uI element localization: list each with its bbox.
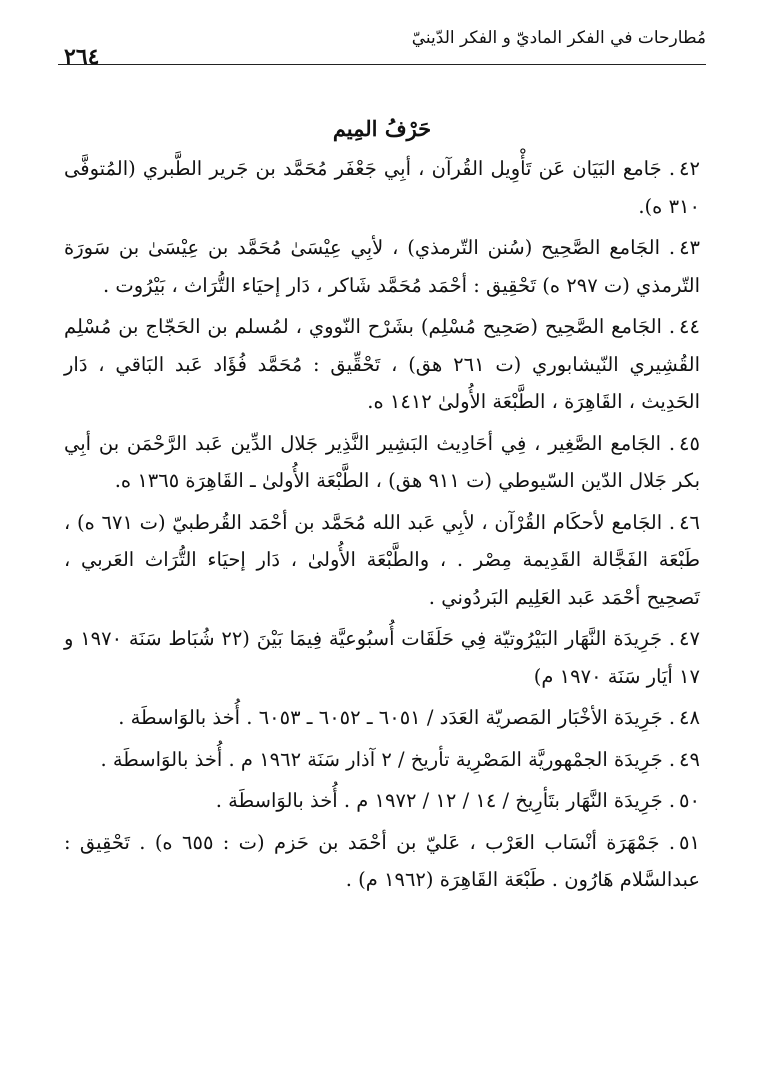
bibliography-entry: ٥١. جَمْهَرَة أنْسَاب العَرْب ، عَليّ بن أحْمَد بن حَزم (ت : ٦٥٥ ه) . تَحْقِيق : عبدالسَّلام هَارُون . طَبْعَة القَاهِرَة (١٩٦٢ م) . — [64, 830, 700, 891]
entry-text: جَرِيدَة النَّهَار بتَأرِيخ / ١٤ / ١٢ / ١٩٧٢ م . أُخذ بالوَاسطَة . — [215, 789, 663, 812]
section-heading: حَرْفُ المِيم — [332, 116, 432, 141]
entry-text: جَرِيدَة النَّهَار البَيْرُوتيّة فِي حَلَقَات أُسبُوعيَّة فِيمَا بَيْنَ (٢٢ شُبَاط سَنَة ١٩٧٠ و ١٧ أيَار سَنَة ١٩٧٠ م) — [64, 627, 700, 688]
header-rule — [58, 64, 706, 65]
running-header — [58, 26, 706, 70]
bibliography-entry: ٤٨. جَرِيدَة الأخْبَار المَصريّة العَدَد / ٦٠٥١ ـ ٦٠٥٢ ـ ٦٠٥٣ . أُخذ بالوَاسطَة . — [118, 706, 700, 729]
entry-number: ٤٨ — [679, 706, 700, 729]
bibliography-entry: ٤٧. جَرِيدَة النَّهَار البَيْرُوتيّة فِي حَلَقَات أُسبُوعيَّة فِيمَا بَيْنَ (٢٢ شُبَاط سَنَة ١٩٧٠ و ١٧ أيَار سَنَة ١٩٧٠ م) — [64, 627, 700, 688]
entry-text: جَامع البَيَان عَن تَأْوِيل القُرآن ، أبِي جَعْفَر مُحَمَّد بن جَرير الطَّبري (المُتوفَّى ٣١٠ ه). — [64, 157, 700, 218]
entry-number: ٤٣ — [679, 236, 701, 259]
entry-text: جَمْهَرَة أنْسَاب العَرْب ، عَليّ بن أحْمَد بن حَزم (ت : ٦٥٥ ه) . تَحْقِيق : عبدالسَّلام هَارُون . طَبْعَة القَاهِرَة (١٩٦٢ م) . — [64, 830, 700, 891]
entry-number: ٤٩ — [679, 747, 700, 771]
entry-number: ٥٠ — [679, 789, 700, 812]
entry-number: ٤٧ — [679, 627, 700, 650]
entry-number: ٤٥ — [679, 431, 700, 455]
entry-text: الجَامع الصَّحِيح (سُنن التّرمذي) ، لأبِي عِيْسَىٰ مُحَمَّد بن عِيْسَىٰ بن سَورَة التّرمذي (ت ٢٩٧ ه) تَحْقِيق : أحْمَد مُحَمَّد شَاكر ، دَار إحيَاء التُّرَاث ، بَيْرُوت . — [64, 236, 700, 297]
entry-number: ٤٤ — [679, 315, 700, 338]
bibliography-entry: ٤٢. جَامع البَيَان عَن تَأْوِيل القُرآن ، أبِي جَعْفَر مُحَمَّد بن جَرير الطَّبري (المُتوفَّى ٣١٠ ه). — [64, 157, 700, 218]
bibliography-entry: ٤٥. الجَامع الصَّغِير ، فِي أحَادِيث البَشِير النَّذِير جَلال الدِّين عَبد الرَّحْمَن بن أبِي بكر جَلال الدّين السّيوطي (ت ٩١١ هق) ، الطَّبْعَة الأُولىٰ ـ القَاهِرَة ١٣٦٥ ه. — [64, 431, 700, 492]
bibliography-list — [64, 150, 700, 903]
entry-text: جَرِيدَة الأخْبَار المَصريّة العَدَد / ٦٠٥١ ـ ٦٠٥٢ ـ ٦٠٥٣ . أُخذ بالوَاسطَة . — [118, 706, 663, 729]
page-number: ٢٦٤ — [64, 44, 100, 70]
bibliography-entry: ٤٣. الجَامع الصَّحِيح (سُنن التّرمذي) ، لأبِي عِيْسَىٰ مُحَمَّد بن عِيْسَىٰ بن سَورَة التّرمذي (ت ٢٩٧ ه) تَحْقِيق : أحْمَد مُحَمَّد شَاكر ، دَار إحيَاء التُّرَاث ، بَيْرُوت . — [64, 236, 701, 297]
bibliography-entry: ٤٤. الجَامع الصَّحِيح (صَحِيح مُسْلِم) بشَرْح النّووي ، لمُسلم بن الحَجّاج بن مُسْلِم القُشِيري النّيشابوري (ت ٢٦١ هق) ، تَحْقِّيق : مُحَمَّد فُؤَاد عَبد البَاقي ، دَار الحَدِيث ، القَاهِرَة ، الطَّبْعَة الأُولىٰ ١٤١٢ ه. — [64, 315, 700, 413]
bibliography-entry: ٤٩. جَرِيدَة الجمْهوريَّة المَصْرِية تأريخ / ٢ آذار سَنَة ١٩٦٢ م . أُخذ بالوَاسطَة . — [100, 747, 700, 771]
bibliography-entry: ٤٦. الجَامع لأحكَام القُرْآن ، لأبِي عَبد الله مُحَمَّد بن أحْمَد القُرطبيّ (ت ٦٧١ ه) ، طَبْعَة الفَجَّالة القَدِيمة مِصْر . ، والطَّبْعَة الأُولىٰ ، دَار إحيَاء التُّرَاث العَربي ، تَصحِيح أحْمَد عَبد العَلِيم البَردُوني . — [64, 510, 701, 609]
entry-text: الجَامع لأحكَام القُرْآن ، لأبِي عَبد الله مُحَمَّد بن أحْمَد القُرطبيّ (ت ٦٧١ ه) ، طَبْعَة الفَجَّالة القَدِيمة مِصْر . ، والطَّبْعَة الأُولىٰ ، دَار إحيَاء التُّرَاث العَربي ، تَصحِيح أحْمَد عَبد العَلِيم البَردُوني . — [64, 510, 700, 609]
entry-number: ٤٦ — [679, 510, 701, 534]
running-header-title: مُطارحات في الفكر الماديّ و الفكر الدّينيّ — [411, 28, 706, 48]
entry-text: الجَامع الصَّغِير ، فِي أحَادِيث البَشِير النَّذِير جَلال الدِّين عَبد الرَّحْمَن بن أبِي بكر جَلال الدّين السّيوطي (ت ٩١١ هق) ، الطَّبْعَة الأُولىٰ ـ القَاهِرَة ١٣٦٥ ه. — [64, 431, 700, 492]
entry-number: ٥١ — [679, 830, 700, 854]
entry-text: الجَامع الصَّحِيح (صَحِيح مُسْلِم) بشَرْح النّووي ، لمُسلم بن الحَجّاج بن مُسْلِم القُشِيري النّيشابوري (ت ٢٦١ هق) ، تَحْقِّيق : مُحَمَّد فُؤَاد عَبد البَاقي ، دَار الحَدِيث ، القَاهِرَة ، الطَّبْعَة الأُولىٰ ١٤١٢ ه. — [64, 315, 700, 413]
bibliography-entry: ٥٠. جَرِيدَة النَّهَار بتَأرِيخ / ١٤ / ١٢ / ١٩٧٢ م . أُخذ بالوَاسطَة . — [215, 789, 700, 812]
entry-number: ٤٢ — [679, 157, 700, 180]
entry-text: جَرِيدَة الجمْهوريَّة المَصْرِية تأريخ / ٢ آذار سَنَة ١٩٦٢ م . أُخذ بالوَاسطَة . — [100, 747, 663, 771]
